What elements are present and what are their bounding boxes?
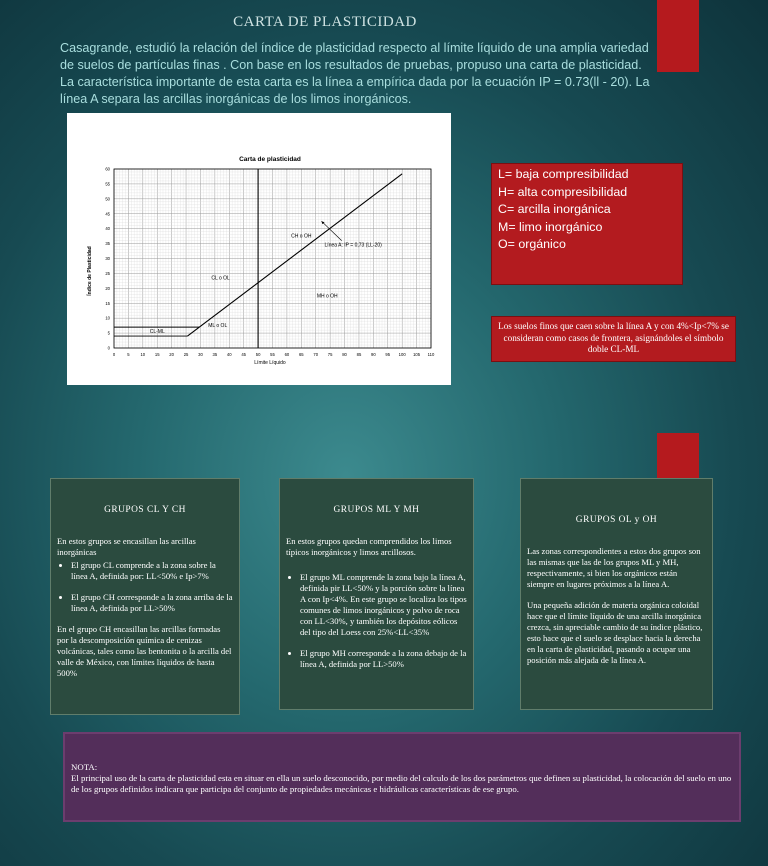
legend-item: O= orgánico (498, 237, 566, 251)
y-tick-label: 60 (105, 166, 110, 172)
card-title: GRUPOS ML Y MH (333, 505, 420, 515)
x-tick-label: 45 (241, 352, 247, 357)
legend-list (498, 166, 676, 254)
card-paragraph: Una pequeña adición de materia orgánica coloidal hace que el límite líquido de una arcilla inorgánica crezca, sin apreciable cambio de su índice plástico, esto hace que el suelo se desplace hacia la derecha en la carta de plasticidad, pasando a ocupar una posición más alejada de la línea A. (527, 600, 703, 665)
card-title: GRUPOS CL Y CH (104, 505, 186, 515)
y-tick-label: 45 (105, 211, 110, 217)
chart-grid (114, 169, 431, 348)
chart-annotation: CL-ML (149, 329, 165, 336)
plasticity-chart (67, 113, 451, 385)
x-tick-label: 30 (198, 352, 203, 357)
legend-item: L= baja compresibilidad (498, 167, 629, 181)
page-title: CARTA DE PLASTICIDAD (233, 14, 417, 30)
y-tick-label: 20 (105, 285, 110, 291)
line-a (187, 174, 402, 336)
chart-title: Carta de plasticidad (239, 156, 301, 163)
red-tab-top (657, 0, 699, 72)
y-tick-label: 10 (105, 315, 110, 321)
card-title: GRUPOS OL y OH (575, 515, 658, 525)
x-tick-label: 0 (112, 352, 116, 357)
x-tick-label: 70 (313, 352, 319, 357)
legend-item: H= alta compresibilidad (498, 184, 628, 199)
card-intro: En estos grupos quedan comprendidos los limos típicos inorgánicos y limos arcillosos. (286, 536, 452, 557)
x-tick-label: 5 (127, 352, 130, 357)
x-tick-label: 35 (212, 352, 218, 357)
y-tick-label: 5 (107, 330, 110, 336)
legend-box (491, 163, 683, 285)
chart-y-axis-label: Índice de Plasticidad (87, 246, 93, 296)
x-tick-label: 40 (226, 352, 232, 357)
legend-item: C= arcilla inorgánica (498, 202, 611, 216)
x-tick-label: 80 (342, 352, 347, 357)
card-bullet: • El grupo CH corresponde a la zona arriba de la línea A, definida por LL>50% (71, 592, 233, 614)
x-tick-label: 55 (270, 352, 275, 357)
x-tick-label: 25 (183, 352, 189, 357)
x-tick-label: 95 (385, 352, 391, 357)
card-ol-oh (520, 478, 713, 710)
legend-item: M= limo inorgánico (498, 219, 603, 234)
nota-text: El principal uso de la carta de plasticidad esta en situar en ella un suelo desconocido, por medio del calculo de los dos parámetros que definen su plasticidad, la colocación del suelo en uno de los grupos definidos indicara que participa del conjunto de propiedades mecánicas e hidráulicas características de ese grupo. (71, 773, 732, 794)
x-tick-label: 10 (140, 352, 146, 357)
card-paragraph: Las zonas correspondientes a estos dos grupos son las mismas que las de los grupos ML y MH, respectivamente, si bien los orgánicos están siempre en lugares próximos a la línea A. (527, 546, 701, 589)
card-intro: En estos grupos se encasillan las arcillas inorgánicas (57, 536, 196, 557)
chart-annotation: ML o OL (208, 323, 228, 330)
chart-annotation: MH o OH (316, 293, 338, 300)
card-cl-ch (50, 478, 240, 715)
x-tick-label: 90 (371, 352, 376, 357)
card-bullet: • El grupo ML comprende la zona bajo la línea A, definida pir LL<50% y la porción sobre la línea A con Ip<4%. En este grupo se localiza los tipos comunes de limos inorgánicos y polvo de roca con LL<30%, y también los depósitos eólicos del tipo del Loess con 25%<LL<35% (300, 572, 467, 638)
y-tick-label: 15 (105, 300, 110, 306)
card-list (57, 560, 233, 614)
y-tick-label: 55 (105, 181, 110, 187)
card-bullet: • El grupo CL comprende a la zona sobre la línea A, definida por: LL<50% e Ip>7% (71, 560, 233, 582)
chart-annotation: CL o OL (211, 275, 230, 282)
x-tick-label: 85 (356, 352, 362, 357)
nota-label: NOTA: (71, 762, 98, 772)
card-list (286, 572, 467, 670)
chart-annotation: Línea A: IP = 0,73 (LL-20) (324, 242, 382, 249)
x-tick-label: 75 (327, 352, 333, 357)
chart-x-axis-label: Límite Líquido (254, 360, 286, 366)
y-tick-label: 40 (105, 226, 110, 232)
y-tick-label: 35 (105, 241, 110, 247)
x-tick-label: 50 (255, 352, 261, 357)
y-tick-label: 0 (107, 345, 110, 351)
x-tick-label: 100 (398, 352, 406, 357)
card-outro: En el grupo CH encasillan las arcillas formadas por la descomposición química de cenizas volcánicas, tales como las bentonita o la arcilla del valle de México, con límites líquidos de hasta 500% (57, 624, 232, 678)
plasticity-chart-image (67, 113, 451, 385)
y-tick-label: 25 (105, 270, 110, 276)
x-tick-label: 20 (169, 352, 174, 357)
x-tick-label: 60 (284, 352, 290, 357)
x-tick-label: 110 (427, 352, 435, 357)
card-ml-mh (279, 478, 474, 710)
x-tick-label: 65 (298, 352, 304, 357)
x-tick-label: 15 (154, 352, 160, 357)
nota-box (63, 732, 741, 822)
chart-annotation: CH o OH (291, 233, 312, 240)
intro-text: Casagrande, estudió la relación del índice de plasticidad respecto al límite líquido de una amplia variedad de suelos de partículas finas . Con base en los resultados de pruebas, propuso una carta de plasticidad. La característica importante de esta carta es la línea a empírica dada por la ecuación IP = 0.73(ll - 20). La línea A separa las arcillas inorgánicas de los limos inorgánicos. (60, 41, 650, 106)
y-tick-label: 30 (105, 256, 110, 261)
card-bullet: • El grupo MH corresponde a la zona debajo de la línea A, definida por LL>50% (300, 648, 467, 670)
red-tab-middle (657, 433, 699, 479)
x-tick-label: 105 (413, 352, 421, 357)
boundary-note: Los suelos finos que caen sobre la línea A y con 4%<Ip<7% se consideran como casos de frontera, asignándoles el símbolo doble CL-ML (491, 316, 736, 362)
y-tick-label: 50 (105, 196, 110, 202)
